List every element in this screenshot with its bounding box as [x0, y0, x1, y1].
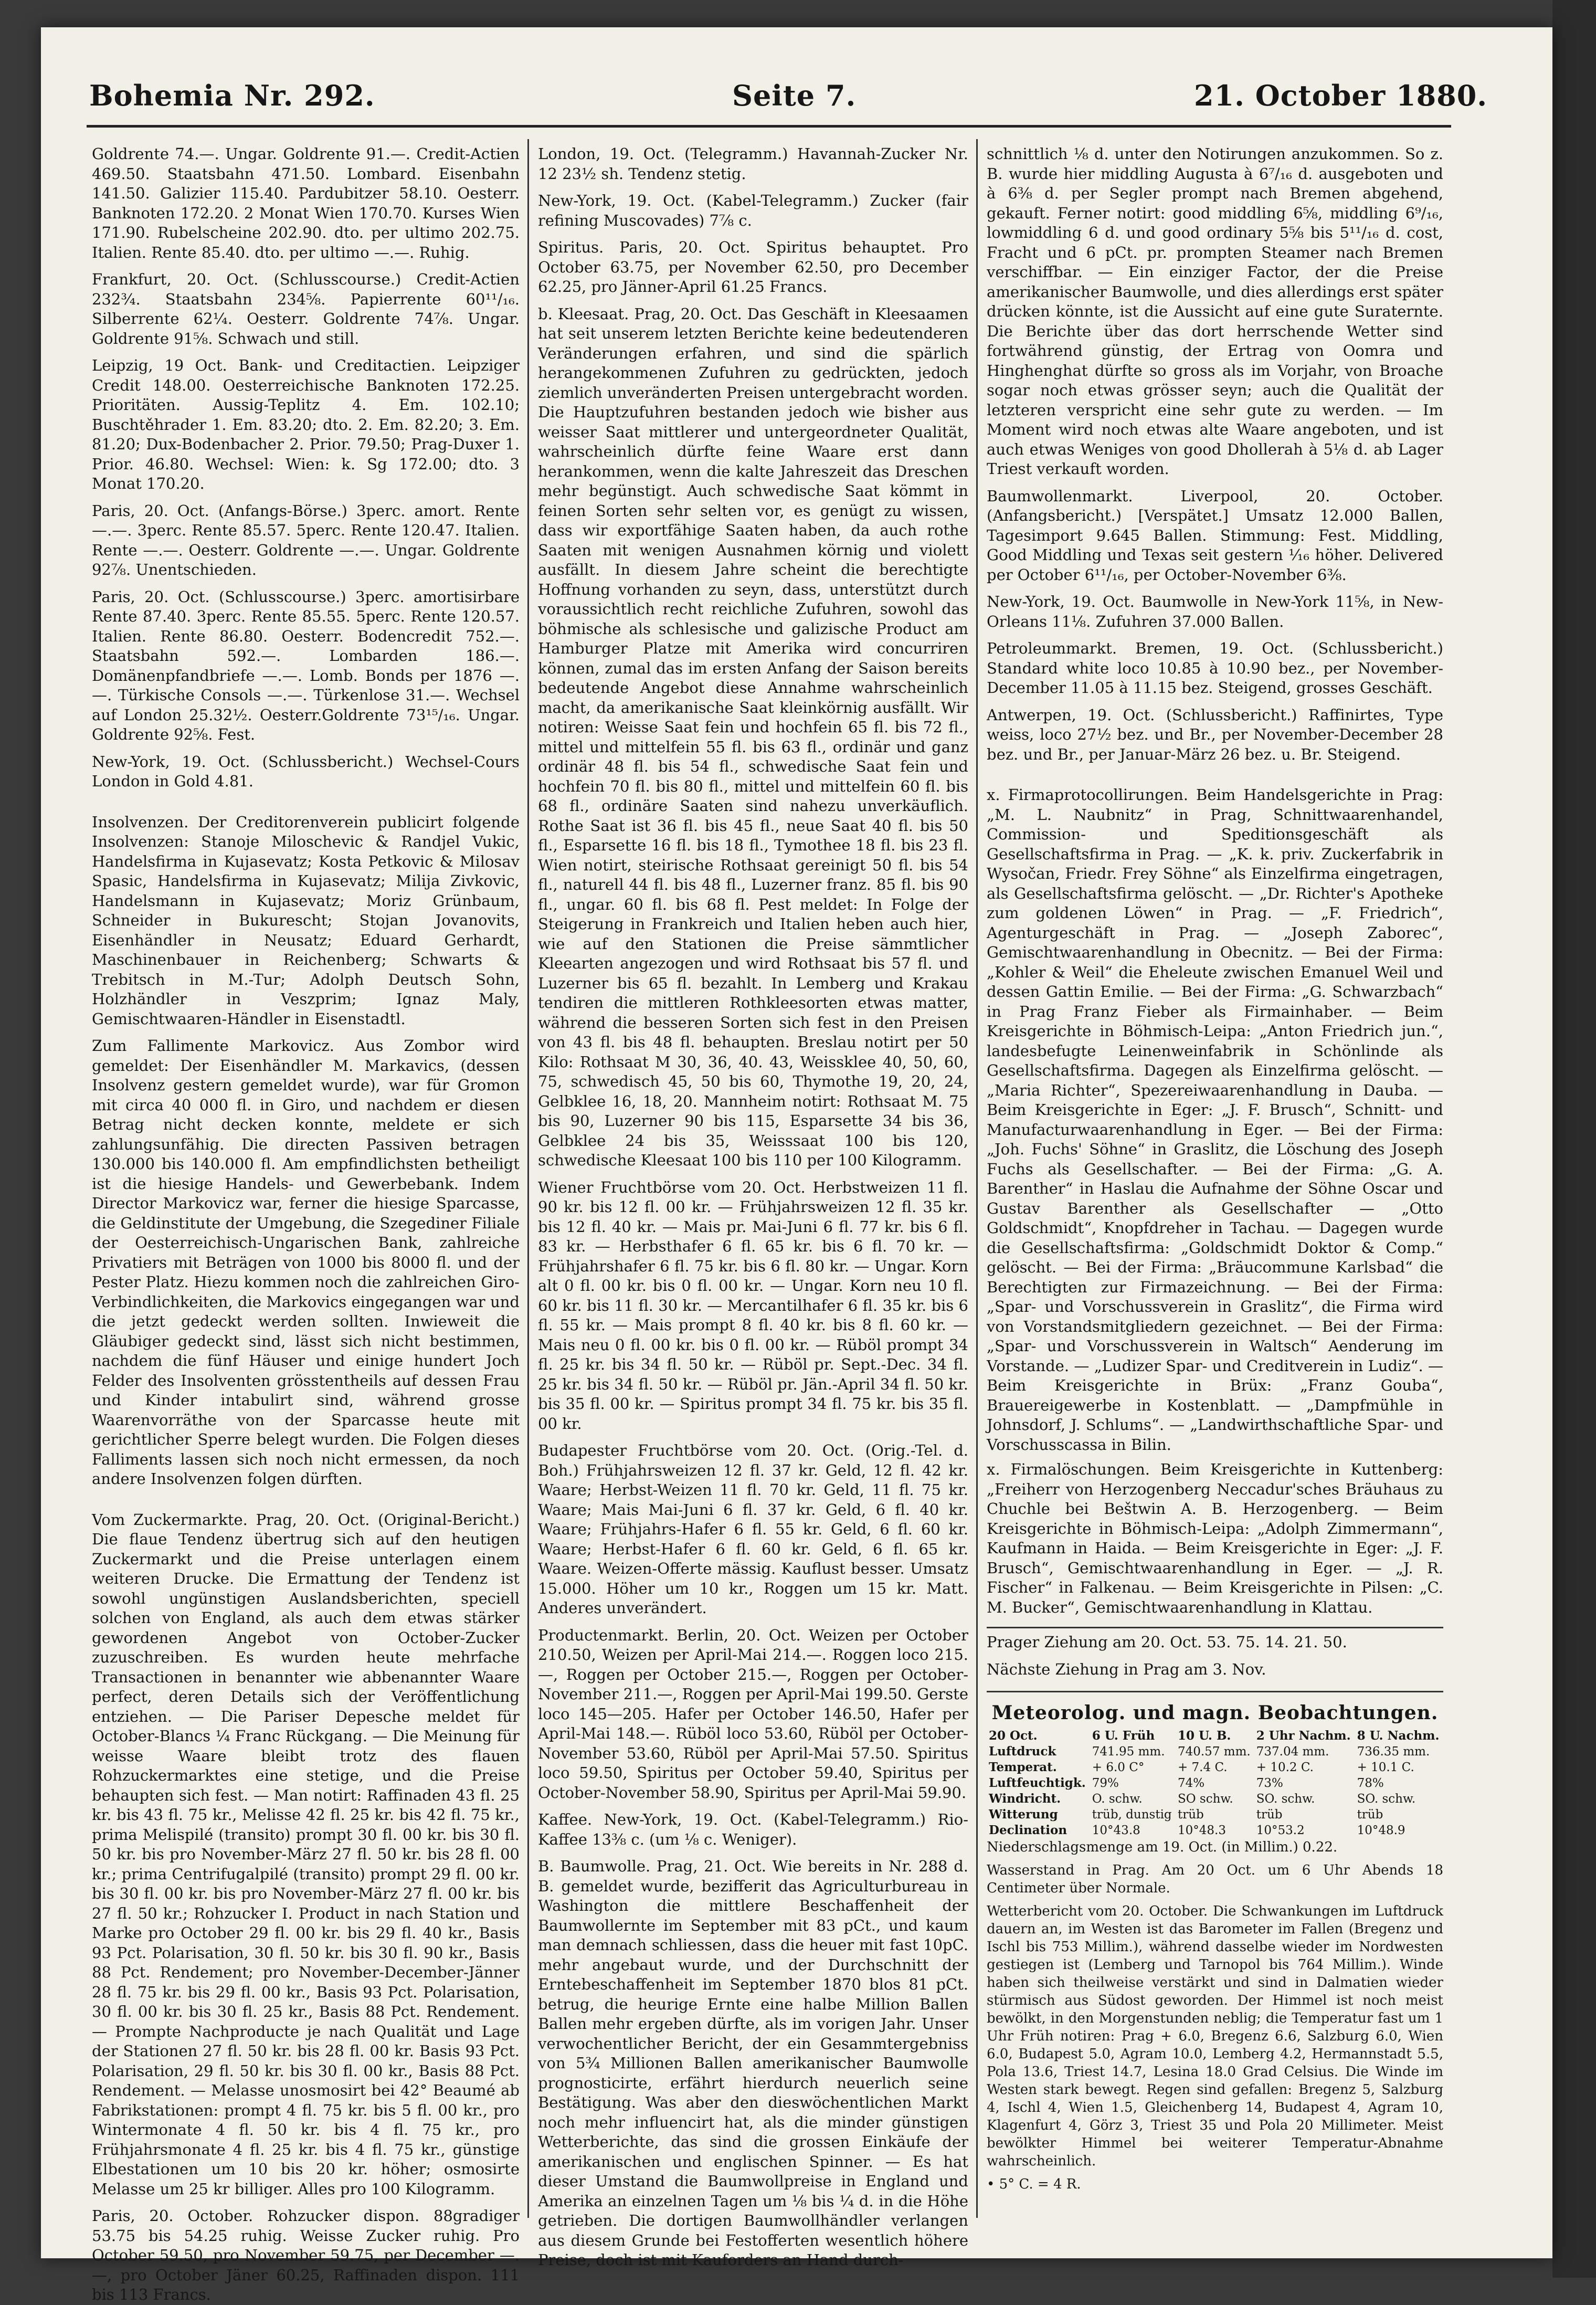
notice-paragraph: x. Firmaprotocollirungen. Beim Handelsgerichte in Prag: „M. L. Naubnitz“ in Prag, Schnittwaarenhandel, Commission- und Speditionsgeschäft als Gesellschaftsfirma in Prag. — „K. k. priv. Zuckerfabrik in Wysočan, Friedr. Frey Söhne“ als Einzelfirma eingetragen, als Gesellschaftsfirma gelöscht. — „Dr. Richter's Apotheke zum goldenen Löwen“ in Prag. — „F. Friedrich“, Agenturgeschäft in Prag. — „Joseph Zaborec“, Gemischtwaarenhandlung in Obecnitz. — Bei der Firma: „Kohler & Weil“ die Eheleute zwischen Emanuel Weil und dessen Gattin Emilie. — Bei der Firma: „G. Schwarzbach“ in Prag Franz Fieber als Firmainhaber. — Beim Kreisgerichte in Böhmisch-Leipa: „Anton Friedrich jun.“, landesbefugte Leinenweinfabrik in Schönlinde als Gesellschaftsfirma. Dagegen als Einzelfirma gelöscht. — „Maria Richter“, Spezereiwaarenhandlung in Dauba. — Beim Kreisgerichte in Eger: „J. F. Brusch“, Schnitt- und Manufacturwaarenhandlung in Eger. — Bei der Firma: „Joh. Fuchs' Söhne“ in Graslitz, die Löschung des Joseph Fuchs als Gesellschafter. — Bei der Firma: „G. A. Barenther“ in Haslau die Aufnahme der Söhne Oscar und Gustav Barenther als Gesellschafter — „Otto Goldschmidt“, Knopfdreher in Tachau. — Dagegen wurde die Gesellschaftsfirma: „Goldschmidt Doktor & Comp.“ gelöscht. — Bei der Firma: „Bräucommune Karlsbad“ die Berechtigten zur Firmazeichnung. — Bei der Firma: „Spar- und Vorschussverein in Graslitz“, die Firma wird von Vorstandsmitgliedern gezeichnet. — Bei der Firma: „Spar- und Vorschussverein in Waltsch“ Aenderung im Vorstande. — „Ludizer Spar- und Creditverein in Ludiz“. — Beim Kreisgerichte in Brüx: „Franz Gouba“, Brauereigewerbe in Kostenblatt. — „Dampfmühle in Johnsdorf, J. Schlums“. — „Landwirthschaftliche Spar- und Vorschusscassa in Bilin.	[987, 786, 1443, 1454]
table-cell: SO schw.	[1177, 1792, 1233, 1806]
table-cell: + 10.2 C.	[1256, 1761, 1314, 1774]
footer-mark: • 5° C. = 4 R.	[987, 2176, 1081, 2192]
article-paragraph: B. Baumwolle. Prag, 21. Oct. Wie bereits in Nr. 288 d. B. gemeldet wurde, bezifferit das Agriculturbureau in Washington die mittlere Beschaffenheit der Baumwollernte im September mit 83 pCt., und kaum man demnach schliessen, dass die heuer mit fast 10pC. mehr angebaut wurde, und der Durchschnitt der Erntebeschaffenheit im September 1870 blos 81 pCt. betrug, die heurige Ernte eine halbe Million Ballen Ballen mehr ergeben dürfte, als im vorigen Jahr. Unser verwochentlicher Bericht, der ein Gesammtergebniss von 5¾ Millionen Ballen amerikanischer Baumwolle prognosticirte, erfährt hierdurch neuerlich seine Bestätigung. Was aber den dieswöchentlichen Markt noch mehr influencirt hat, als die minder günstigen Wetterberichte, das sind die grossen Einkäufe der amerikanischen und englischen Spinner. — Es hat dieser Umstand die Baumwollpreise in England und Amerika an einzelnen Tagen um ⅛ bis ¼ d. in die Höhe getrieben. Die dortigen Baumwollhändler verlangen aus diesem Grunde bei Festofferten wesentlich höhere Preise, doch ist mit Kauforders an Hand durch-	[538, 1857, 968, 2269]
table-header-cell: 10 U. B.	[1177, 1729, 1231, 1743]
weather-note: Niederschlagsmenge am 19. Oct. (in Millim.) 0.22.	[987, 1839, 1338, 1855]
meteorology-title: Meteorolog. und magn. Beobachtungen.	[991, 1702, 1439, 1724]
table-cell: 74%	[1177, 1776, 1205, 1790]
article-paragraph: Petroleummarkt. Bremen, 19. Oct. (Schlussbericht.) Standard white loco 10.85 à 10.90 bez., per November-December 11.05 à 11.15 bez. Steigend, grosses Geschäft.	[987, 639, 1443, 697]
table-header-cell: 20 Oct.	[989, 1729, 1038, 1743]
article-paragraph: Wiener Fruchtbörse vom 20. Oct. Herbstweizen 11 fl. 90 kr. bis 12 fl. 00 kr. — Frühjahrsweizen 12 fl. 35 kr. bis 12 fl. 40 kr. — Mais pr. Mai-Juni 6 fl. 77 kr. bis 6 fl. 83 kr. — Herbsthafer 6 fl. 65 kr. bis 6 fl. 70 kr. — Frühjahrshafer 6 fl. 75 kr. bis 6 fl. 80 kr. — Ungar. Korn alt 0 fl. 00 kr. bis 0 fl. 00 kr. — Ungar. Korn neu 10 fl. 60 kr. bis 11 fl. 30 kr. — Mercantilhafer 6 fl. 35 kr. bis 6 fl. 55 kr. — Mais prompt 8 fl. 40 kr. bis 8 fl. 60 kr. — Mais neu 0 fl. 00 kr. bis 0 fl. 00 kr. — Rüböl prompt 34 fl. 25 kr. bis 34 fl. 50 kr. — Rüböl pr. Sept.-Dec. 34 fl. 25 kr. bis 34 fl. 50 kr. — Rüböl pr. Jän.-April 34 fl. 50 kr. bis 35 fl. 00 kr. — Spiritus prompt 34 fl. 75 kr. bis 35 fl. 00 kr.	[538, 1178, 968, 1433]
article-paragraph: Insolvenzen. Der Creditorenverein publicirt folgende Insolvenzen: Stanoje Miloschevic & Randjel Vukic, Handelsfirma in Kujasevatz; Kosta Petkovic & Milosav Spasic, Handelsfirma in Kujasevatz; Milija Zivkovic, Handelsmann in Kujasevatz; Moriz Grünbaum, Schneider in Bukurescht; Stojan Jovanovits, Eisenhändler in Neusatz; Eduard Gerhardt, Maschinenbauer in Reichenberg; Schwarts & Trebitsch in M.-Tur; Adolph Deutsch Sohn, Holzhändler in Veszprim; Ignaz Maly, Gemischtwaaren-Händler in Eisenstadtl.	[92, 813, 520, 1028]
table-row	[987, 1823, 1443, 1838]
table-cell: Windricht.	[989, 1792, 1061, 1806]
table-cell: trüb	[1357, 1808, 1383, 1822]
section-spacer	[987, 772, 1443, 785]
lottery-result: Prager Ziehung am 20. Oct. 53. 75. 14. 21. 50.	[987, 1633, 1347, 1651]
article-paragraph: Vom Zuckermarkte. Prag, 20. Oct. (Original-Bericht.) Die flaue Tendenz übertrug sich auf den heutigen Zuckermarkt und die Preise unterlagen einem weiteren Drucke. Die Ermattung der Tendenz ist sowohl ungünstigen Auslandsberichten, speciell solchen von England, als auch dem etwas stärker gewordenen Angebot von October-Zucker zuzuschreiben. Es wurden heute mehrfache Transactionen in benannter wie abbenannter Waare perfect, deren Details sich der Veröffentlichung entziehen. — Die Pariser Depesche meldet für October-Blancs ¼ Franc Rückgang. — Die Meinung für weisse Waare bleibt trotz des flauen Rohzuckermarktes eine stetige, und die Preise behaupten sich fest. — Man notirt: Raffinaden 43 fl. 25 kr. bis 43 fl. 75 kr., Melisse 42 fl. 25 kr. bis 42 fl. 75 kr., prima Melispilé (transito) prompt 30 fl. 00 kr. bis 30 fl. 50 kr. bis pro November-März 27 fl. 50 kr. bis 28 fl. 00 kr.; prima Centrifugalpilé (transito) prompt 29 fl. 00 kr. bis 30 fl. 00 kr. bis pro November-März 27 fl. 00 kr. bis 27 fl. 50 kr.; Rohzucker I. Product in nach Station und Marke pro October 29 fl. 00 kr. bis 29 fl. 40 kr., Basis 93 Pct. Polarisation, 30 fl. 50 kr. bis 30 fl. 90 kr., Basis 88 Pct. Rendement; pro November-December-Jänner 28 fl. 75 kr. bis 29 fl. 00 kr., Basis 93 Pct. Polarisation, 30 fl. 00 kr. bis 30 fl. 25 kr., Basis 88 Pct. Rendement. — Prompte Nachproducte je nach Qualität und Lage der Stationen 27 fl. 50 kr. bis 28 fl. 00 kr. Basis 93 Pct. Polarisation, 29 fl. 50 kr. bis 30 fl. 00 kr., Basis 88 Pct. Rendement. — Melasse unosmosirt bei 42° Beaumé ab Fabrikstationen: prompt 4 fl. 75 kr. bis 5 fl. 00 kr., pro Wintermonate 4 fl. 50 kr. bis 4 fl. 75 kr., pro Frühjahrsmonate 4 fl. 25 kr. bis 4 fl. 75 kr., günstige Elbestationen um 10 bis 20 kr. höher; osmosirte Melasse um 25 kr billiger. Alles pro 100 Kilogramm.	[92, 1510, 520, 2198]
section-spacer	[92, 799, 520, 813]
article-paragraph: Zum Fallimente Markovicz. Aus Zombor wird gemeldet: Der Eisenhändler M. Markavics, (dessen Insolvenz gestern gemeldet wurde), war für Gromon mit circa 40 000 fl. in Giro, und nachdem er diesen Betrag nicht decken konnte, meldete er sich zahlungsunfähig. Die directen Passiven betragen 130.000 bis 140.000 fl. Am empfindlichsten betheiligt ist die hiesige Handels- und Gewerbebank. Indem Director Markovicz war, ferner die hiesige Sparcasse, die Geldinstitute der Umgebung, die Szegediner Filiale der Oesterreichisch-Ungarischen Bank, zahlreiche Privatiers mit Beträgen von 1000 bis 8000 fl. und der Pester Platz. Hiezu kommen noch die zahlreichen Giro-Verbindlichkeiten, die Markovics eingegangen war und die jetzt gedeckt werden sollten. Inwieweit die Gläubiger gedeckt sind, lässt sich nicht bestimmen, nachdem die fünf Häuser und einige hundert Joch Felder des Insolventen grösstentheils auf dessen Frau und Kinder intabulirt sind, während grosse Waarenvorräthe von der Sparcasse heute mit gerichtlicher Sperre belegt wurden. Die Folgen dieses Falliments lassen sich noch nicht ermessen, da noch andere Insolvenzen folgen dürften.	[92, 1037, 520, 1488]
table-cell: 736.35 mm.	[1357, 1745, 1430, 1759]
column-3	[987, 144, 1443, 2218]
table-cell: Temperat.	[989, 1760, 1057, 1774]
table-cell: Witterung	[989, 1807, 1058, 1822]
table-row	[987, 1744, 1443, 1760]
section-spacer	[92, 1497, 520, 1510]
meteorology-table	[987, 1728, 1443, 1838]
table-row	[987, 1807, 1443, 1823]
table-cell: 741.95 mm.	[1092, 1745, 1165, 1759]
table-cell: trüb	[1256, 1808, 1283, 1822]
table-cell: + 6.0 C°	[1092, 1761, 1145, 1774]
issue-number: Bohemia Nr. 292.	[89, 79, 375, 112]
page-number: Seite 7.	[732, 79, 857, 112]
table-header-cell: 2 Uhr Nachm.	[1256, 1729, 1351, 1743]
table-cell: 79%	[1092, 1776, 1119, 1790]
lottery-box	[987, 1627, 1443, 1692]
table-cell: + 7.4 C.	[1177, 1761, 1228, 1774]
article-paragraph: London, 19. Oct. (Telegramm.) Havannah-Zucker Nr. 12 23½ sh. Tendenz stetig.	[538, 145, 968, 183]
article-paragraph: Productenmarkt. Berlin, 20. Oct. Weizen per October 210.50, Weizen per April-Mai 214.—. Roggen loco 215.—, Roggen per October 215.—, Roggen per October-November 211.—, Roggen per April-Mai 199.50. Gerste loco 145—205. Hafer per October 146.50, Hafer per April-Mai 148.—. Rüböl loco 53.60, Rüböl per October-November 53.60, Rüböl per April-Mai 57.50. Spiritus loco 59.50, Spiritus per October 59.40, Spiritus per October-November 58.90, Spiritus per April-Mai 59.90.	[538, 1626, 968, 1802]
header-rule	[87, 125, 1451, 128]
table-cell: SO. schw.	[1357, 1792, 1416, 1806]
article-paragraph: Kaffee. New-York, 19. Oct. (Kabel-Telegramm.) Rio-Kaffee 13⅜ c. (um ⅛ c. Weniger).	[538, 1811, 968, 1848]
table-cell: 10°48.9	[1357, 1824, 1405, 1837]
article-paragraph: Frankfurt, 20. Oct. (Schlusscourse.) Credit-Actien 232¾. Staatsbahn 234⅝. Papierrente 60¹¹/₁₆. Silberrente 62¼. Oesterr. Goldrente 74⅞. Ungar. Goldrente 91⅝. Schwach und still.	[92, 270, 520, 348]
column-1	[92, 144, 520, 2303]
table-cell: SO. schw.	[1256, 1792, 1315, 1806]
table-cell: O. schw.	[1092, 1792, 1143, 1806]
article-paragraph: schnittlich ⅛ d. unter den Notirungen anzukommen. So z. B. wurde hier middling Augusta à 6⁷/₁₆ d. ausgeboten und à 6⅜ d. per Segler prompt nach Bremen abgehend, gekauft. Ferner notirt: good middling 6⅝, middling 6⁹/₁₆, lowmiddling 6 d. und good ordinary 5⅝ bis 5¹¹/₁₆ d. cost, Fracht und 6 pCt. pr. prompten Steamer nach Bremen verschiffbar. — Ein einziger Factor, der die Preise amerikanischer Baumwolle, und dies allerdings erst später drücken könnte, ist die Aussicht auf eine gute Suraternte. Die Berichte über das dort herrschende Wetter sind fortwährend günstig, der Ertrag von Oomra und Hinghenghat dürfte so gross als im Vorjahr, von Broache sogar noch etwas grösser seyn; auch die Qualität der letzteren verspricht eine sehr gute zu werden. — Im Moment wird noch etwas alte Waare angeboten, und ist auch etwas Weniges von good Dhollerah à 5⅛ d. ab Lager Triest verkauft worden.	[987, 145, 1443, 478]
table-cell: Luftfeuchtigk.	[989, 1776, 1086, 1790]
table-cell: Luftdruck	[989, 1744, 1056, 1759]
scan-edge	[1552, 0, 1596, 2278]
article-paragraph: Antwerpen, 19. Oct. (Schlussbericht.) Raffinirtes, Type weiss, loco 27½ bez. und Br., per November-December 28 bez. und Br., per Januar-März 26 bez. u. Br. Steigend.	[987, 706, 1443, 763]
table-header-cell: 6 U. Früh	[1092, 1729, 1155, 1743]
article-paragraph: Leipzig, 19 Oct. Bank- und Creditactien. Leipziger Credit 148.00. Oesterreichische Banknoten 172.25. Prioritäten. Aussig-Teplitz 4. Em. 102.10; Buschtěhrader 1. Em. 83.20; dto. 2. Em. 82.20; 3. Em. 81.20; Dux-Bodenbacher 2. Prior. 79.50; Prag-Duxer 1. Prior. 46.80. Wechsel: Wien: k. Sg 172.00; dto. 3 Monat 170.20.	[92, 356, 520, 492]
table-cell: 10°43.8	[1092, 1824, 1140, 1837]
article-paragraph: Goldrente 74.—. Ungar. Goldrente 91.—. Credit-Actien 469.50. Staatsbahn 471.50. Lombard. Eisenbahn 141.50. Galizier 115.40. Pardubitzer 58.10. Oesterr. Banknoten 172.20. 2 Monat Wien 170.70. Kurses Wien 171.90. Rubelscheine 202.90. dto. per ultimo 202.75. Italien. Rente 85.40. dto. per ultimo —.—. Ruhig.	[92, 145, 520, 261]
table-cell: + 10.1 C.	[1357, 1761, 1414, 1774]
column-2	[538, 144, 968, 2269]
article-paragraph: Paris, 20. Oct. (Anfangs-Börse.) 3perc. amort. Rente —.—. 3perc. Rente 85.57. 5perc. Rente 120.47. Italien. Rente —.—. Oesterr. Goldrente —.—. Ungar. Goldrente 92⅞. Unentschieden.	[92, 501, 520, 578]
table-row	[987, 1775, 1443, 1791]
column-divider	[527, 139, 529, 2218]
weather-note: Wasserstand in Prag. Am 20 Oct. um 6 Uhr Abends 18 Centimeter über Normale.	[987, 1862, 1443, 1896]
article-paragraph: New-York, 19. Oct. (Schlussbericht.) Wechsel-Cours London in Gold 4.81.	[92, 752, 520, 790]
table-row	[987, 1791, 1443, 1807]
table-row	[987, 1760, 1443, 1775]
weather-note: Wetterbericht vom 20. October. Die Schwankungen im Luftdruck dauern an, im Westen ist das Barometer im Fallen (Bregenz und Ischl bis 753 Millim.), während dasselbe wieder im Nordwesten gestiegen ist (Lemberg und Tarnopol bis 764 Millim.). Winde haben sich theilweise verstärkt und sind in Dalmatien wieder stürmisch aus Südost geworden. Der Himmel ist noch meist bewölkt, in den Morgenstunden neblig; die Temperatur fast um 1 Uhr Früh notiren: Prag + 6.0, Bregenz 6.6, Salzburg 6.0, Wien 6.0, Budapest 5.0, Agram 10.0, Lemberg 4.2, Hermannstadt 5.5, Pola 13.6, Triest 14.7, Lesina 18.0 Grad Celsius. Die Winde im Westen stark bewegt. Regen sind gefallen: Bregenz 5, Salzburg 4, Ischl 4, Wien 1.5, Gleichenberg 14, Budapest 4, Agram 10, Klagenfurt 4, Görz 3, Triest 35 und Pola 20 Millimeter. Meist bewölkter Himmel bei weiterer Temperatur-Abnahme wahrscheinlich.	[987, 1903, 1443, 2169]
article-paragraph: New-York, 19. Oct. Baumwolle in New-York 11⅝, in New-Orleans 11⅛. Zufuhren 37.000 Ballen.	[987, 593, 1443, 630]
article-paragraph: Paris, 20. Oct. (Schlusscourse.) 3perc. amortisirbare Rente 87.40. 3perc. Rente 85.55. 5perc. Rente 120.57. Italien. Rente 86.80. Oesterr. Bodencredit 752.—. Staatsbahn 592.—. Lombarden 186.—. Domänenpfandbriefe —.—. Lomb. Bonds per 1876 —.—. Türkische Consols —.—. Türkenlose 31.—. Wechsel auf London 25.32½. Oesterr.Goldrente 73¹⁵/₁₆. Ungar. Goldrente 92⅝. Fest.	[92, 587, 520, 743]
table-cell: trüb	[1177, 1808, 1204, 1822]
table-cell: 78%	[1357, 1776, 1384, 1790]
article-paragraph: Paris, 20. October. Rohzucker dispon. 88gradiger 53.75 bis 54.25 ruhig. Weisse Zucker ruhig. Pro October 59.50, pro November 59.75, per December —.—, pro October Jäner 60.25, Raffinaden dispon. 111 bis 113 Francs.	[92, 2207, 520, 2303]
table-cell: Declination	[989, 1823, 1067, 1837]
article-paragraph: New-York, 19. Oct. (Kabel-Telegramm.) Zucker (fair refining Muscovades) 7⅞ c.	[538, 192, 968, 229]
table-cell: 737.04 mm.	[1256, 1745, 1329, 1759]
table-header-row	[987, 1728, 1443, 1744]
table-header-cell: 8 U. Nachm.	[1357, 1729, 1440, 1743]
issue-date: 21. October 1880.	[1194, 79, 1488, 112]
article-paragraph: b. Kleesaat. Prag, 20. Oct. Das Geschäft in Kleesaamen hat seit unserem letzten Berichte keine bedeutenderen Veränderungen erfahren, und sind die spärlich herangekommenen Zufuhren zu gedrückten, jedoch ziemlich unveränderten Preisen untergebracht worden. Die Hauptzufuhren bestanden jedoch wie bisher aus weisser Saat mittlerer und untergeordneter Qualität, wahrscheinlich dürfte feine Waare erst dann herankommen, wenn die kalte Jahreszeit das Dreschen mehr begünstigt. Auch schwedische Saat kömmt in feinen Sorten sehr selten vor, es genügt zu wissen, dass wir exportfähige Saaten haben, da auch rothe Saaten mit wenigen Ausnahmen körnig und violett ausfällt. In diesem Jahre scheint die berechtigte Hoffnung vorhanden zu seyn, dass, unterstützt durch voraussichtlich recht reichliche Zufuhren, sowohl das böhmische als schlesische und galizische Product am Hamburger Platze mit Amerika wird concurriren können, zumal das im ersten Anfang der Saison bereits bedeutende Angebot diese Annahme wahrscheinlich macht, da amerikanische Saat kleinkörnig ausfällt. Wir notiren: Weisse Saat fein und hochfein 65 fl. bis 72 fl., mittel und mittelfein 55 fl. bis 63 fl., ordinär und ganz ordinär 48 fl. bis 54 fl., schwedische Saat fein und hochfein 70 fl. bis 80 fl., mittel und mittelfein 60 fl. bis 68 fl., ordinäre Saaten sind nahezu unverkäuflich. Rothe Saat ist 36 fl. bis 45 fl., neue Saat 40 fl. bis 50 fl., Esparsette 16 fl. bis 18 fl., Tymothee 18 fl. bis 23 fl. Wien notirt, steirische Rothsaat gereinigt 50 fl. bis 54 fl., naturell 44 fl. bis 48 fl., Luzerner franz. 85 fl. bis 90 fl., ungar. 60 fl. bis 68 fl. Pest meldet: In Folge der Steigerung in Frankreich und Italien heben auch hier, wie auf den Stationen die Preise sämmtlicher Kleearten angezogen und wird Rothsaat bis 57 fl. und Luzerner bis 65 fl. bezahlt. In Lemberg und Krakau tendiren die mittleren Rothkleesorten etwas matter, während die besseren Sorten sich fest in den Preisen von 43 fl. bis 48 fl. behaupten. Breslau notirt per 50 Kilo: Rothsaat M 30, 36, 40. 43, Weissklee 40, 50, 60, 75, schwedisch 45, 50 bis 60, Thymothe 19, 20, 24, Gelbklee 16, 18, 20. Mannheim notirt: Rothsaat M. 75 bis 90, Luzerner 90 bis 115, Esparsette 34 bis 36, Gelbklee 24 bis 35, Weisssaat 100 bis 120, schwedische Kleesaat 100 bis 110 per 100 Kilogramm.	[538, 304, 968, 1169]
lottery-next: Nächste Ziehung in Prag am 3. Nov.	[987, 1660, 1266, 1678]
table-cell: 10°53.2	[1256, 1824, 1305, 1837]
table-cell: trüb, dunstig	[1092, 1808, 1172, 1822]
table-cell: 10°48.3	[1177, 1824, 1226, 1837]
article-paragraph: Baumwollenmarkt. Liverpool, 20. October. (Anfangsbericht.) [Verspätet.] Umsatz 12.000 Ballen, Tagesimport 9.645 Ballen. Stimmung: Fest. Middling, Good Middling und Texas seit gestern ⅟₁₆ höher. Delivered per October 6¹¹/₁₆, per October-November 6⅜.	[987, 487, 1443, 584]
article-paragraph: Spiritus. Paris, 20. Oct. Spiritus behauptet. Pro October 63.75, per November 62.50, pro December 62.25, pro Jänner-April 61.25 Francs.	[538, 238, 968, 296]
article-paragraph: Budapester Fruchtbörse vom 20. Oct. (Orig.-Tel. d. Boh.) Frühjahrsweizen 12 fl. 37 kr. Geld, 12 fl. 42 kr. Waare; Herbst-Weizen 11 fl. 70 kr. Geld, 11 fl. 75 kr. Waare; Mais Mai-Juni 6 fl. 37 kr. Geld, 6 fl. 40 kr. Waare; Frühjahrs-Hafer 6 fl. 55 kr. Geld, 6 fl. 60 kr. Waare; Herbst-Hafer 6 fl. 60 kr. Geld, 6 fl. 65 kr. Waare. Weizen-Offerte mässig. Kauflust besser. Umsatz 15.000. Höher um 10 kr., Roggen um 15 kr. Matt. Anderes unverändert.	[538, 1441, 968, 1617]
notice-paragraph: x. Firmalöschungen. Beim Kreisgerichte in Kuttenberg: „Freiherr von Herzogenberg Neccadur'sches Bräuhaus zu Chuchle bei Beštwin A. B. Herzogenberg. — Beim Kreisgerichte in Böhmisch-Leipa: „Adolph Zimmermann“, Kaufmann in Haida. — Beim Kreisgerichte in Eger: „J. F. Brusch“, Gemischtwaarenhandlung in Eger. — „J. R. Fischer“ in Falkenau. — Beim Kreisgerichte in Pilsen: „C. M. Bucker“, Gemischtwaarenhandlung in Klattau.	[987, 1460, 1443, 1616]
table-cell: 73%	[1256, 1776, 1283, 1790]
column-divider	[976, 139, 978, 2218]
table-cell: 740.57 mm.	[1177, 1745, 1251, 1759]
